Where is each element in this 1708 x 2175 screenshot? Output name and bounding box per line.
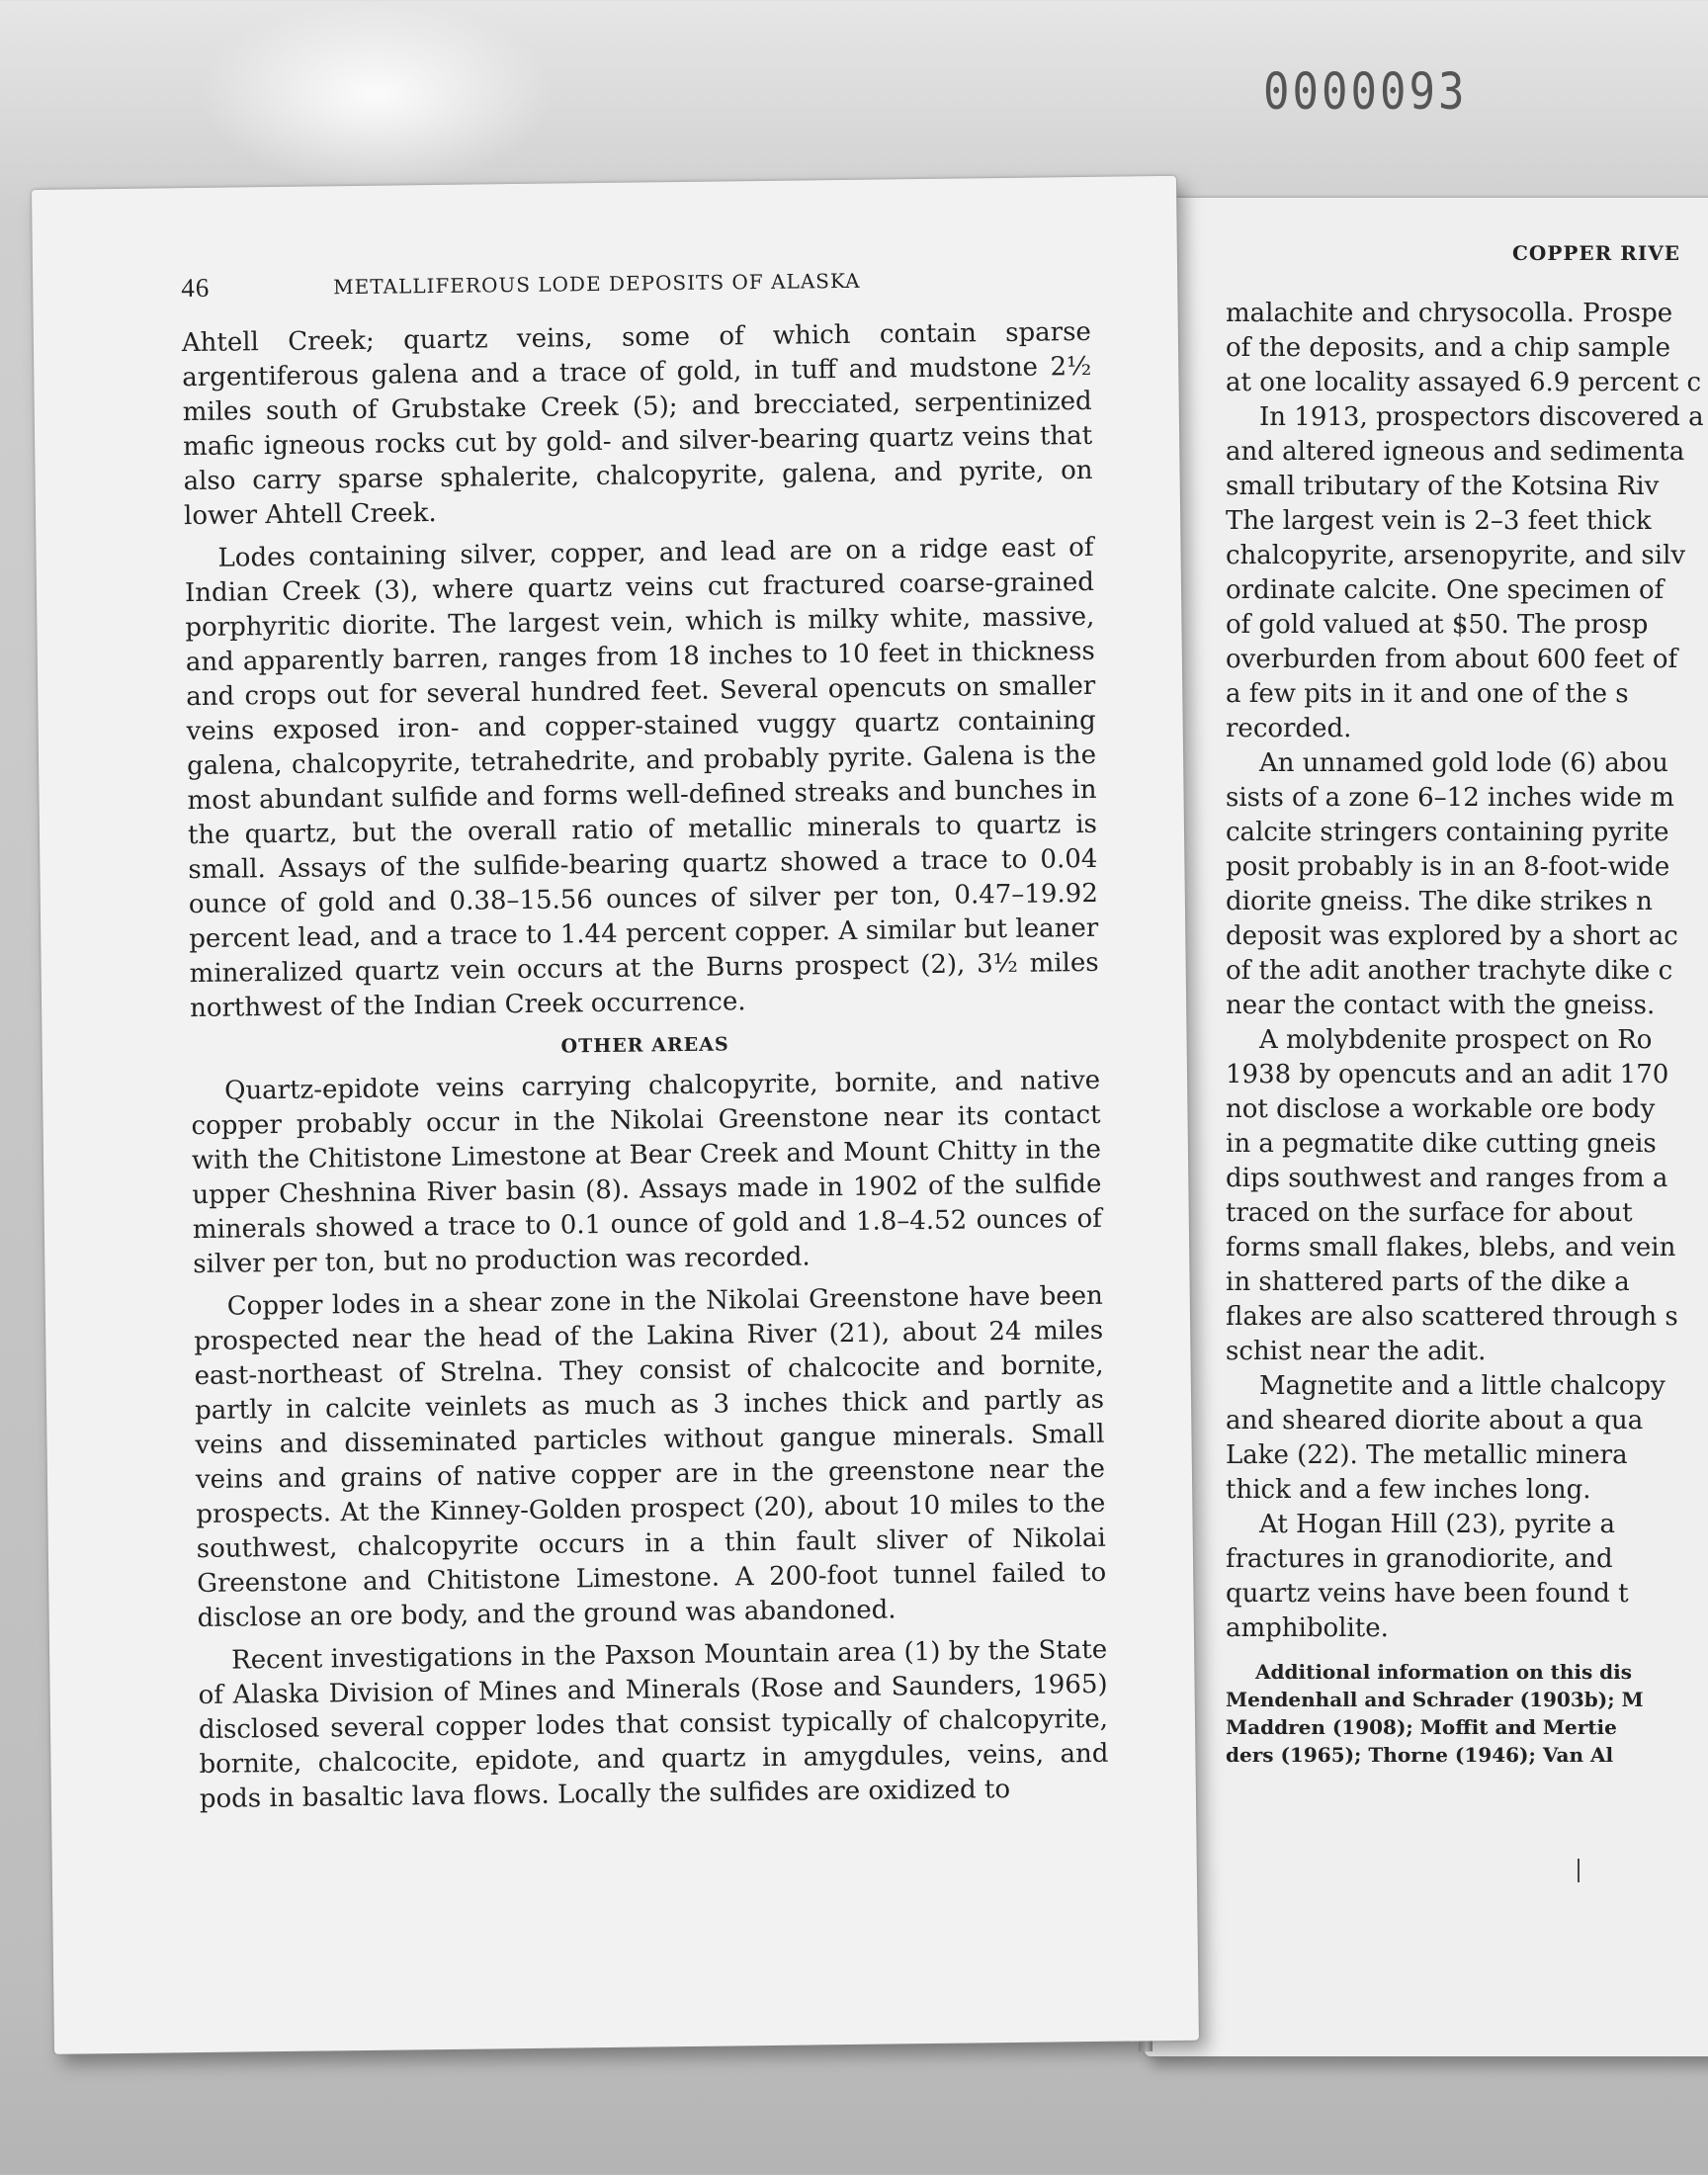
right-text-line: deposit was explored by a short ac bbox=[1226, 921, 1678, 951]
right-text-line: of gold valued at $50. The prosp bbox=[1226, 610, 1649, 640]
page-smudge bbox=[198, 0, 554, 188]
right-text-line: and sheared diorite about a qua bbox=[1226, 1406, 1644, 1436]
right-text-line: quartz veins have been found t bbox=[1226, 1579, 1629, 1609]
right-text-line: At Hogan Hill (23), pyrite a bbox=[1259, 1510, 1615, 1539]
right-text-line: Lake (22). The metallic minera bbox=[1226, 1440, 1628, 1470]
right-text-line: recorded. bbox=[1226, 714, 1352, 743]
right-text-line: chalcopyrite, arsenopyrite, and silv bbox=[1226, 541, 1686, 570]
right-page bbox=[1145, 198, 1708, 2056]
right-text-line: The largest vein is 2–3 feet thick bbox=[1226, 506, 1652, 536]
right-text-line: schist near the adit. bbox=[1226, 1337, 1487, 1366]
right-text-line: flakes are also scattered through s bbox=[1226, 1302, 1678, 1332]
right-text-line: in shattered parts of the dike a bbox=[1226, 1267, 1630, 1297]
right-text-line: sists of a zone 6–12 inches wide m bbox=[1226, 783, 1674, 813]
right-text-line: Magnetite and a little chalcopy bbox=[1259, 1371, 1665, 1401]
page-number: 46 bbox=[181, 272, 211, 304]
right-text-line: posit probably is in an 8-foot-wide bbox=[1226, 852, 1670, 882]
left-text-column bbox=[182, 315, 1109, 1825]
right-text-line: An unnamed gold lode (6) abou bbox=[1259, 748, 1668, 778]
right-text-line: ordinate calcite. One specimen of bbox=[1226, 575, 1665, 605]
right-text-line: fractures in granodiorite, and bbox=[1226, 1544, 1613, 1574]
right-text-line: in a pegmatite dike cutting gneis bbox=[1226, 1129, 1657, 1159]
right-text-line: and altered igneous and sedimenta bbox=[1226, 437, 1685, 467]
right-running-head: COPPER RIVE bbox=[1512, 241, 1680, 265]
right-text-line: at one locality assayed 6.9 percent c bbox=[1226, 368, 1702, 397]
right-text-line: malachite and chrysocolla. Prospe bbox=[1226, 299, 1673, 328]
paragraph: Ahtell Creek; quartz veins, some of which contain sparse argentiferous galena and a trace of gold, in tuff and mudstone 2½ miles south of Grubstake Creek (5); and brecciated, serpentinized mafic igneous rocks cut by gold- and silver-bearing quartz veins that also carry sparse sphalerite, chalcopyrite, galena, and pyrite, on lower Ahtell Creek. bbox=[181, 316, 1093, 532]
right-text-line: diorite gneiss. The dike strikes n bbox=[1226, 887, 1653, 916]
right-text-line: A molybdenite prospect on Ro bbox=[1259, 1025, 1653, 1055]
right-text-line: overburden from about 600 feet of bbox=[1226, 645, 1678, 674]
page-header bbox=[33, 263, 1177, 312]
right-text-line: small tributary of the Kotsina Riv bbox=[1226, 472, 1660, 501]
right-text-line: not disclose a workable ore body bbox=[1226, 1094, 1656, 1124]
paragraph: Quartz-epidote veins carrying chalcopyrite, bornite, and native copper probably occur in the Nikolai Greenstone near its contact with the Chitistone Limestone at Bear Creek and Mount Chitty in the upper Cheshnina River basin (8). Assays made in 1902 of the sulfide minerals showed a trace to 0.1 ounce of gold and 1.8–4.52 ounces of silver per ton, but no production was recorded. bbox=[191, 1065, 1102, 1280]
paragraph: Copper lodes in a shear zone in the Nikolai Greenstone have been prospected near the head of the Lakina River (21), about 24 miles east-northeast of Strelna. They consist of chalcocite and bornite, partly in calcite veinlets as much as 3 inches thick and partly as veins and disseminated particles without gangue minerals. Small veins and grains of native copper are in the greenstone near the prospects. At the Kinney-Golden prospect (20), about 10 miles to the southwest, chalcopyrite occurs in a thin fault sliver of Nikolai Greenstone and Chitistone Limestone. A 200-foot tunnel failed to disclose an ore body, and the ground was abandoned. bbox=[194, 1280, 1107, 1634]
right-text-line: calcite stringers containing pyrite bbox=[1226, 818, 1669, 847]
right-text-line: a few pits in it and one of the s bbox=[1226, 679, 1629, 709]
right-text-line: of the adit another trachyte dike c bbox=[1226, 956, 1673, 986]
paragraph: Lodes containing silver, copper, and lead are on a ridge east of Indian Creek (3), where quartz veins cut fractured coarse-grained porphyritic diorite. The largest vein, which is milky white, massive, and apparently barren, ranges from 18 inches to 10 feet in thickness and crops out for several hundred feet. Several opencuts on smaller veins exposed iron- and copper-stained vuggy quartz containing galena, chalcopyrite, tetrahedrite, and probably pyrite. Galena is the most abundant sulfide and forms well-defined streaks and bunches in the quartz, but the overall ratio of metallic minerals to quartz is small. Assays of the sulfide-bearing quartz showed a trace to 0.04 ounce of gold and 0.38–15.56 ounces of silver per ton, 0.47–19.92 percent lead, and a trace to 1.44 percent copper. A similar but leaner mineralized quartz vein occurs at the Burns prospect (2), 3½ miles northwest of the Indian Creek occurrence. bbox=[184, 532, 1099, 1024]
footnote-line: ders (1965); Thorne (1946); Van Al bbox=[1226, 1743, 1614, 1767]
footnote-line: Additional information on this dis bbox=[1255, 1660, 1633, 1684]
footnote-line: Maddren (1908); Moffit and Mertie bbox=[1226, 1715, 1617, 1739]
right-text-line: forms small flakes, blebs, and vein bbox=[1226, 1233, 1676, 1262]
paragraph: Recent investigations in the Paxson Mountain area (1) by the State of Alaska Division of Mines and Minerals (Rose and Saunders, 1965) disclosed several copper lodes that consist typically of chalcopyrite, bornite, chalcocite, epidote, and quartz in amygdules, veins, and pods in basaltic lava flows. Locally the sulfides are oxidized to bbox=[198, 1634, 1109, 1815]
footnote-line: Mendenhall and Schrader (1903b); M bbox=[1226, 1688, 1644, 1711]
right-text-line: dips southwest and ranges from a bbox=[1226, 1164, 1668, 1193]
right-text-line: near the contact with the gneiss. bbox=[1226, 991, 1656, 1020]
document-stamp-number: 0000093 bbox=[1263, 63, 1468, 122]
right-text-line: In 1913, prospectors discovered a bbox=[1259, 402, 1704, 432]
right-text-line: 1938 by opencuts and an adit 170 bbox=[1226, 1060, 1669, 1089]
running-head: METALLIFEROUS LODE DEPOSITS OF ALASKA bbox=[333, 268, 861, 300]
right-text-line: of the deposits, and a chip sample bbox=[1226, 333, 1670, 363]
margin-mark bbox=[1578, 1859, 1580, 1882]
right-text-line: amphibolite. bbox=[1226, 1613, 1389, 1643]
right-text-line: traced on the surface for about bbox=[1226, 1198, 1633, 1228]
left-page bbox=[32, 176, 1199, 2054]
section-heading: OTHER AREAS bbox=[560, 1033, 729, 1058]
right-text-column bbox=[1226, 297, 1708, 1769]
right-text-line: thick and a few inches long. bbox=[1226, 1475, 1591, 1505]
